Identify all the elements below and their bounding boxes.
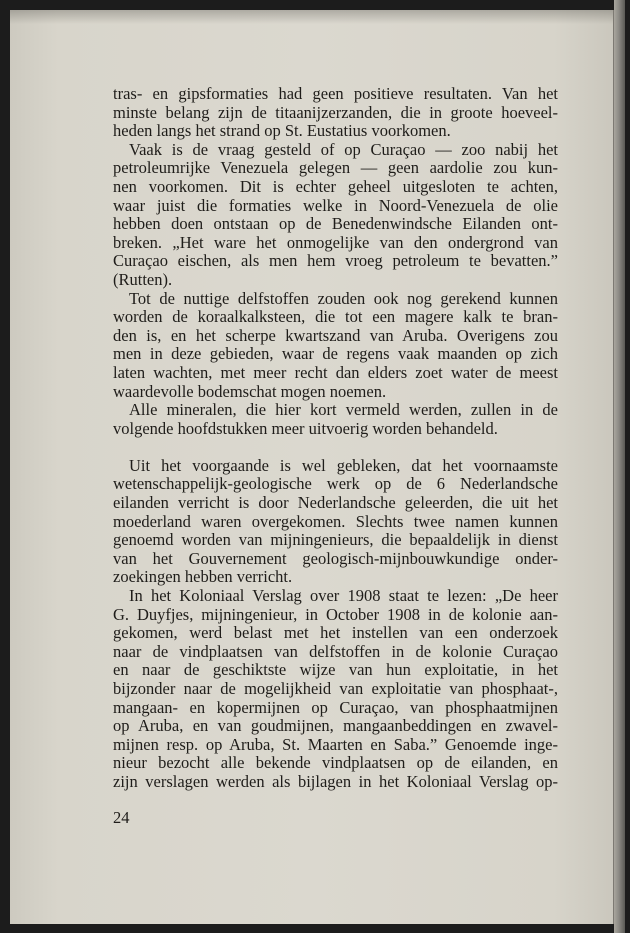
text-line: laten wachten, met meer recht dan elders zoet water de meest: [113, 362, 558, 382]
text-line: zoekingen hebben verricht.: [113, 567, 293, 587]
text-line: mijnen resp. op Aruba, St. Maarten en Saba.” Genoemde inge-: [113, 734, 558, 754]
text-line: zijn verslagen werden als bijlagen in het Koloniaal Verslag op-: [113, 771, 558, 791]
body-text: [113, 85, 558, 792]
text-line: volgende hoofdstukken meer uitvoerig worden behandeld.: [113, 418, 498, 438]
text-line: Alle mineralen, die hier kort vermeld werden, zullen in de: [129, 400, 558, 420]
text-line: eilanden verricht is door Nederlandsche geleerden, die uit het: [113, 493, 558, 513]
text-line: genoemd worden van mijningenieurs, die bepaaldelijk in dienst: [113, 530, 558, 550]
text-line: petroleumrijke Venezuela gelegen — geen aardolie zou kun-: [113, 158, 558, 178]
paragraph: [113, 401, 558, 438]
paragraph: [113, 290, 558, 402]
paragraph: [113, 85, 558, 141]
text-line: tras- en gipsformaties had geen positieve resultaten. Van het: [113, 84, 558, 103]
page-top-shadow: [10, 10, 614, 24]
paragraph: [113, 457, 558, 587]
text-line: (Rutten).: [113, 269, 173, 289]
text-line: In het Koloniaal Verslag over 1908 staat te lezen: „De heer: [129, 586, 558, 606]
text-line: bijzonder naar de mogelijkheid van exploitatie van phosphaat-,: [113, 679, 558, 698]
text-line: breken. „Het ware het onmogelijke van den ondergrond van: [113, 232, 558, 252]
text-line: op Aruba, en van goudmijnen, mangaanbeddingen en zwavel-: [113, 716, 558, 736]
text-line: van het Gouvernement geologisch-mijnbouwkundige onder-: [113, 548, 558, 568]
text-line: G. Duyfjes, mijningenieur, in October 1908 in de kolonie aan-: [113, 604, 558, 624]
text-line: Vaak is de vraag gesteld of op Curaçao — zoo nabij het: [129, 139, 558, 159]
section-break: [113, 438, 558, 457]
text-line: wetenschappelijk-geologische werk op de 6 Nederlandsche: [113, 474, 558, 494]
text-line: Tot de nuttige delfstoffen zouden ook nog gerekend kunnen: [129, 288, 558, 308]
text-line: Curaçao eischen, als men hem vroeg petroleum te bevatten.”: [113, 251, 558, 271]
text-line: hebben doen ontstaan op de Benedenwindsche Eilanden ont-: [113, 214, 558, 234]
text-line: nen voorkomen. Dit is echter geheel uitgesloten te achten,: [113, 176, 558, 196]
text-line: gekomen, werd belast met het instellen van een onderzoek: [113, 623, 558, 643]
text-line: minste belang zijn de titaanijzerzanden, die in groote hoeveel-: [113, 102, 558, 122]
text-line: waardevolle bodemschat mogen noemen.: [113, 381, 387, 401]
text-line: en naar de geschiktste wijze van hun exploitatie, in het: [113, 660, 558, 680]
text-line: Uit het voorgaande is wel gebleken, dat het voornaamste: [129, 455, 558, 475]
text-line: moederland waren overgekomen. Slechts twee namen kunnen: [113, 511, 558, 531]
page-binding-edge: [614, 0, 625, 933]
paragraph: [113, 141, 558, 290]
text-line: naar de vindplaatsen van delfstoffen in de kolonie Curaçao: [113, 641, 558, 661]
text-line: den is, en het scherpe kwartszand van Aruba. Overigens zou: [113, 325, 558, 345]
text-line: nieur bezocht alle bekende vindplaatsen op de eilanden, en: [113, 753, 558, 773]
text-line: men in deze gebieden, waar de regens vaak maanden op zich: [113, 344, 558, 364]
page-number: 24: [113, 808, 130, 827]
text-line: waar juist die formaties welke in Noord-Venezuela de olie: [113, 195, 558, 215]
text-line: worden de koraalkalksteen, die tot een magere kalk te bran-: [113, 307, 558, 327]
text-line: heden langs het strand op St. Eustatius voorkomen.: [113, 121, 451, 141]
paragraph: [113, 587, 558, 792]
text-line: mangaan- en kopermijnen op Curaçao, van phosphaatmijnen: [113, 697, 558, 717]
